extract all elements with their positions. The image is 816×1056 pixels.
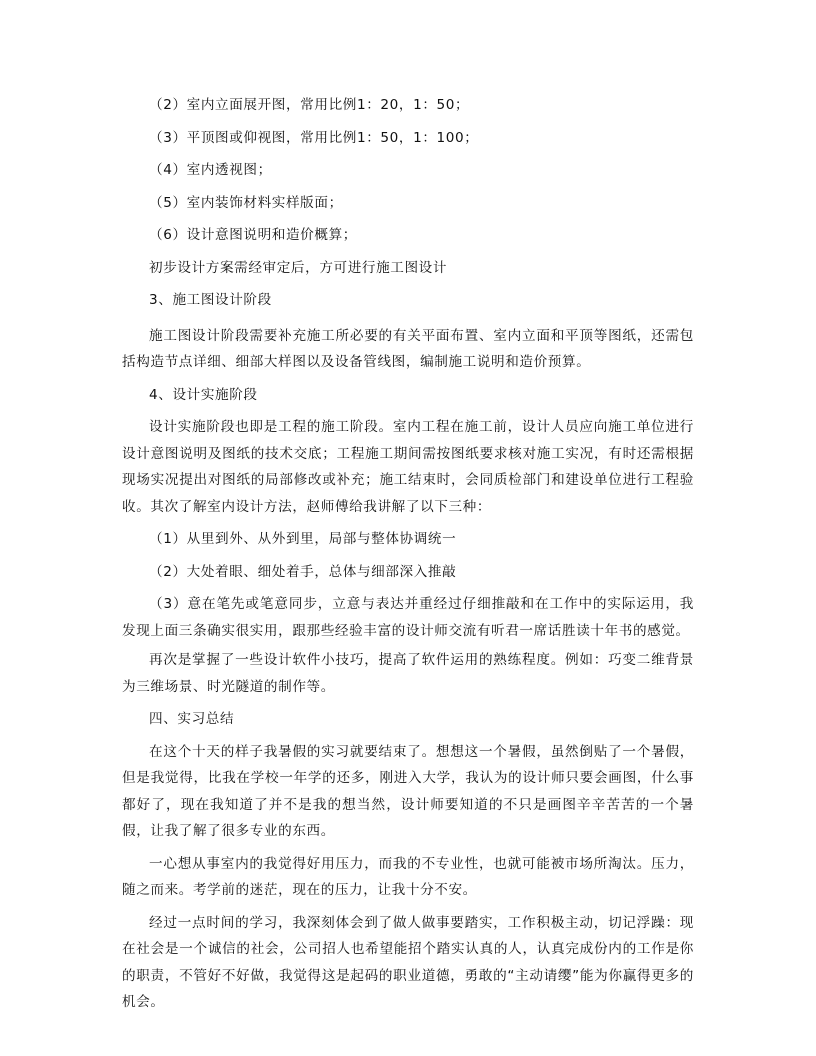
paragraph-implementation: 设计实施阶段也即是工程的施工阶段。室内工程在施工前，设计人员应向施工单位进行设计意图说明及图纸的技术交底；工程施工期间需按图纸要求核对施工实况，有时还需根据现场实况提出对图纸的局部修改或补充；施工结束时，会同质检部门和建设单位进行工程验收。其次了解室内设计方法，赵师傅给我讲解了以下三种： bbox=[122, 419, 694, 515]
paragraph-construction-drawing: 施工图设计阶段需要补充施工所必要的有关平面布置、室内立面和平顶等图纸，还需包括构造节点详细、细部大样图以及设备管线图，编制施工说明和造价预算。 bbox=[122, 327, 694, 370]
list-item-material-board: （5）室内装饰材料实样版面； bbox=[149, 194, 343, 211]
list-item-ceiling-plan: （3）平顶图或仰视图，常用比例1：50，1：100； bbox=[149, 129, 479, 146]
paragraph-summary-3: 经过一点时间的学习，我深刻体会到了做人做事要踏实，工作积极主动，切记浮躁：现在社会是一个诚信的社会，公司招人也希望能招个踏实认真的人，认真完成份内的工作是你的职责，不管好不好做，我觉得这是起码的职业道德，勇敢的“主动请缨”能为你赢得更多的机会。 bbox=[122, 914, 694, 1010]
paragraph-summary-1: 在这个十天的样子我暑假的实习就要结束了。想想这一个暑假，虽然倒贴了一个暑假，但是我觉得，比我在学校一年学的还多，刚进入大学，我认为的设计师只要会画图，什么事都好了，现在我知道了并不是我的想当然，设计师要知道的不只是画图辛辛苦苦的一个暑假，让我了解了很多专业的东西。 bbox=[122, 743, 694, 839]
list-item-perspective: （4）室内透视图； bbox=[149, 162, 272, 178]
list-item-method-1: （1）从里到外、从外到里，局部与整体协调统一 bbox=[149, 531, 457, 547]
list-item-elevation-drawing: （2）室内立面展开图，常用比例1：20，1：50； bbox=[149, 97, 470, 113]
list-item-design-notes: （6）设计意图说明和造价概算； bbox=[149, 227, 357, 243]
section-heading-construction-drawing: 3、施工图设计阶段 bbox=[149, 292, 272, 308]
section-heading-implementation: 4、设计实施阶段 bbox=[149, 386, 258, 403]
paragraph-method-3: （3）意在笔先或笔意同步，立意与表达并重经过仔细推敲和在工作中的实际运用，我发现上面三条确实很实用，跟那些经验丰富的设计师交流有听君一席话胜读十年书的感觉。 bbox=[122, 596, 694, 639]
section-heading-summary: 四、实习总结 bbox=[149, 711, 235, 727]
list-item-method-2: （2）大处着眼、细处着手，总体与细部深入推敲 bbox=[149, 563, 457, 580]
paragraph-summary-2: 一心想从事室内的我觉得好用压力，而我的不专业性，也就可能被市场所淘汰。压力，随之而来。考学前的迷茫，现在的压力，让我十分不安。 bbox=[122, 855, 694, 898]
paragraph-preliminary-review: 初步设计方案需经审定后，方可进行施工图设计 bbox=[149, 259, 448, 276]
paragraph-software-skills: 再次是掌握了一些设计软件小技巧，提高了软件运用的熟练程度。例如：巧变二维背景为三维场景、时光隧道的制作等。 bbox=[122, 652, 694, 695]
document-body bbox=[122, 92, 694, 1016]
